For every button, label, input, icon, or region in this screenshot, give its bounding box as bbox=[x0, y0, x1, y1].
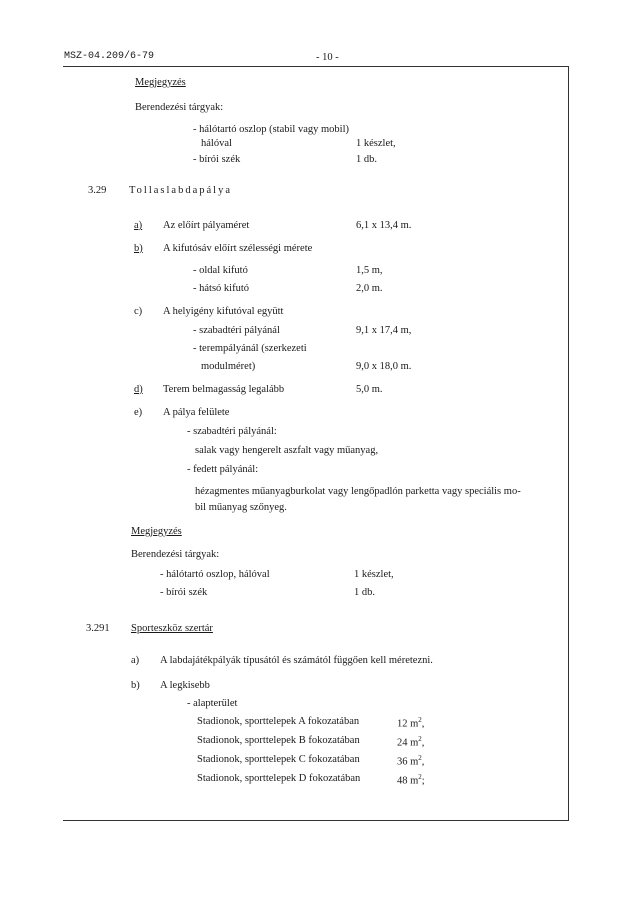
note-heading: Megjegyzés bbox=[135, 77, 186, 88]
sub-item-value: 2,0 m. bbox=[356, 283, 383, 294]
section-title: Tollaslabdapálya bbox=[129, 185, 232, 196]
item-marker: c) bbox=[134, 306, 143, 317]
item-text: Az előírt pályaméret bbox=[163, 220, 250, 231]
area-row-text: Stadionok, sporttelepek D fokozatában bbox=[197, 773, 361, 784]
item-text: A pálya felülete bbox=[163, 407, 230, 418]
area-row-value: 36 $m^2$, bbox=[397, 754, 425, 768]
sub-item-value: 1,5 m, bbox=[356, 265, 383, 276]
sub-item-text: - alapterület bbox=[187, 698, 238, 709]
equip-item-qty: 1 készlet, bbox=[356, 138, 396, 149]
sub-item-text: modulméret) bbox=[201, 361, 256, 372]
sub-item-value: 9,0 x 18,0 m. bbox=[356, 361, 412, 372]
equip-item-text: - hálótartó oszlop, hálóval bbox=[160, 569, 270, 580]
equip-item-qty: 1 db. bbox=[354, 587, 375, 598]
item-value: 5,0 m. bbox=[356, 384, 383, 395]
note-heading: Megjegyzés bbox=[131, 526, 182, 537]
sub-item-text: - terempályánál (szerkezeti bbox=[193, 343, 307, 354]
sub-item-text: - szabadtéri pályánál bbox=[193, 325, 280, 336]
doc-id: MSZ-04.209/6-79 bbox=[64, 51, 155, 62]
section-title: Sporteszköz szertár bbox=[131, 623, 213, 634]
section-number: 3.29 bbox=[88, 185, 107, 196]
item-marker: b) bbox=[131, 680, 140, 691]
area-row-value: 24 $m^2$, bbox=[397, 735, 425, 749]
equip-item-text: hálóval bbox=[201, 138, 232, 149]
item-text: Terem belmagasság legalább bbox=[163, 384, 285, 395]
section-number: 3.291 bbox=[86, 623, 110, 634]
area-row-value: 48 $m^2$; bbox=[397, 773, 425, 787]
equip-item-qty: 1 készlet, bbox=[354, 569, 394, 580]
area-row-value: 12 $m^2$, bbox=[397, 716, 425, 730]
surface-line: - szabadtéri pályánál: bbox=[187, 426, 277, 437]
surface-line: hézagmentes műanyagburkolat vagy lengőpadlón parketta vagy speciális mo- bbox=[195, 486, 521, 497]
item-text: A labdajátékpályák típusától és számától függően kell méretezni. bbox=[160, 655, 433, 666]
area-row-text: Stadionok, sporttelepek A fokozatában bbox=[197, 716, 360, 727]
equip-item-text: - hálótartó oszlop (stabil vagy mobil) bbox=[193, 124, 350, 135]
sub-item-text: - hátsó kifutó bbox=[193, 283, 249, 294]
item-text: A helyigény kifutóval együtt bbox=[163, 306, 284, 317]
equip-label: Berendezési tárgyak: bbox=[131, 549, 220, 560]
equip-item-text: - bírói szék bbox=[193, 154, 241, 165]
sub-item-text: - oldal kifutó bbox=[193, 265, 248, 276]
equip-item-qty: 1 db. bbox=[356, 154, 377, 165]
item-text: A kifutósáv előírt szélességi mérete bbox=[163, 243, 313, 254]
sub-item-value: 9,1 x 17,4 m, bbox=[356, 325, 412, 336]
item-marker: a) bbox=[134, 220, 143, 231]
item-marker: b) bbox=[134, 243, 143, 254]
surface-line: salak vagy hengerelt aszfalt vagy műanyag, bbox=[195, 445, 379, 456]
item-text: A legkisebb bbox=[160, 680, 210, 691]
item-marker: d) bbox=[134, 384, 143, 395]
item-marker: a) bbox=[131, 655, 140, 666]
area-row-text: Stadionok, sporttelepek C fokozatában bbox=[197, 754, 360, 765]
area-row-text: Stadionok, sporttelepek B fokozatában bbox=[197, 735, 360, 746]
surface-line: - fedett pályánál: bbox=[187, 464, 259, 475]
item-value: 6,1 x 13,4 m. bbox=[356, 220, 412, 231]
page-number: - 10 - bbox=[316, 52, 339, 63]
equip-item-text: - bírói szék bbox=[160, 587, 208, 598]
surface-line: bil műanyag szőnyeg. bbox=[195, 502, 287, 513]
page-frame bbox=[63, 66, 569, 821]
item-marker: e) bbox=[134, 407, 143, 418]
equip-label: Berendezési tárgyak: bbox=[135, 102, 224, 113]
